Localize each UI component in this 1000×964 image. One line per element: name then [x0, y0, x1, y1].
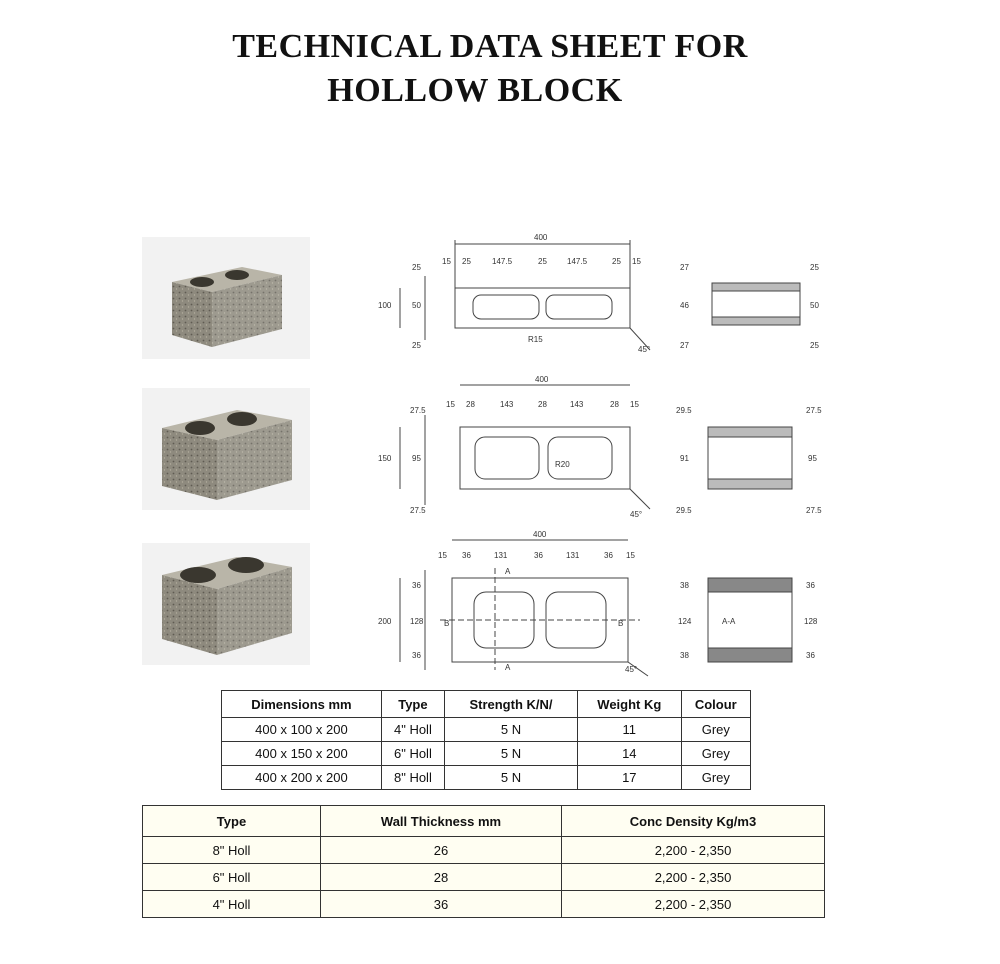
dim-angle: 45°: [630, 510, 643, 519]
dim-top-2: 36: [462, 551, 471, 560]
cell-strength: 5 N: [444, 766, 577, 790]
header-type: Type: [143, 806, 321, 837]
cell-strength: 5 N: [444, 718, 577, 742]
dim-top-4: 25: [538, 257, 547, 266]
page-title-line-2: HOLLOW BLOCK: [327, 72, 623, 109]
dim-top-1: 15: [438, 551, 447, 560]
cell-density: 2,200 - 2,350: [562, 837, 825, 864]
dim-top-7: 15: [626, 551, 635, 560]
cell-colour: Grey: [681, 766, 750, 790]
cut-b-right: B: [618, 619, 624, 628]
section-label: A-A: [722, 617, 736, 626]
dim-top-4: 36: [534, 551, 543, 560]
block-drawing-4-inch: [370, 230, 840, 360]
block-photo-6-inch: [142, 388, 310, 510]
specifications-table: [221, 690, 751, 790]
dim-top-5: 147.5: [567, 257, 588, 266]
dim-left-3: 36: [412, 651, 421, 660]
table-row: [222, 742, 751, 766]
cell-density: 2,200 - 2,350: [562, 891, 825, 918]
dim-top-2: 25: [462, 257, 471, 266]
dim-top-5: 131: [566, 551, 580, 560]
dim-overall: 400: [535, 375, 549, 384]
dim-left-1: 36: [412, 581, 421, 590]
dim-top-6: 28: [610, 400, 619, 409]
dim-height: 200: [378, 617, 392, 626]
dim-sec-right-2: 95: [808, 454, 817, 463]
cell-dimensions: 400 x 200 x 200: [222, 766, 382, 790]
dim-sec-left-3: 29.5: [676, 506, 692, 515]
dim-sec-right-3: 25: [810, 341, 819, 350]
dim-left-1: 25: [412, 263, 421, 272]
table-row: [222, 766, 751, 790]
cell-weight: 11: [578, 718, 682, 742]
cell-density: 2,200 - 2,350: [562, 864, 825, 891]
dim-sec-left-2: 91: [680, 454, 689, 463]
dim-overall: 400: [534, 233, 548, 242]
cell-dimensions: 400 x 100 x 200: [222, 718, 382, 742]
cut-a-bottom: A: [505, 663, 511, 672]
dim-left-2: 50: [412, 301, 421, 310]
table-header-row: [222, 691, 751, 718]
dim-top-3: 147.5: [492, 257, 513, 266]
block-photo-4-inch: [142, 237, 310, 359]
header-type: Type: [381, 691, 444, 718]
dim-sec-left-3: 38: [680, 651, 689, 660]
dim-angle: 45°: [638, 345, 651, 354]
cut-a-top: A: [505, 567, 511, 576]
block-drawing-8-inch: [370, 530, 840, 680]
dim-top-7: 15: [632, 257, 641, 266]
dim-left-2: 128: [410, 617, 424, 626]
cell-strength: 5 N: [444, 742, 577, 766]
cell-wall-thickness: 36: [321, 891, 562, 918]
dim-top-5: 143: [570, 400, 584, 409]
dim-angle: 45°: [625, 665, 638, 674]
dim-height: 150: [378, 454, 392, 463]
cell-type: 6" Holl: [143, 864, 321, 891]
table-row: [143, 891, 825, 918]
header-wall-thickness: Wall Thickness mm: [321, 806, 562, 837]
dim-sec-right-2: 50: [810, 301, 819, 310]
header-dimensions: Dimensions mm: [222, 691, 382, 718]
dim-top-7: 15: [630, 400, 639, 409]
dim-height: 100: [378, 301, 392, 310]
cell-dimensions: 400 x 150 x 200: [222, 742, 382, 766]
cell-colour: Grey: [681, 742, 750, 766]
dim-sec-left-2: 124: [678, 617, 692, 626]
cell-type: 8" Holl: [381, 766, 444, 790]
dim-top-3: 143: [500, 400, 514, 409]
cell-type: 4" Holl: [143, 891, 321, 918]
cell-type: 4" Holl: [381, 718, 444, 742]
header-density: Conc Density Kg/m3: [562, 806, 825, 837]
dim-left-2: 95: [412, 454, 421, 463]
dim-sec-right-2: 128: [804, 617, 818, 626]
dim-sec-right-3: 36: [806, 651, 815, 660]
table-row: [143, 864, 825, 891]
block-drawing-6-inch: [370, 375, 840, 525]
dim-radius: R20: [555, 460, 570, 469]
dim-sec-right-3: 27.5: [806, 506, 822, 515]
dim-top-4: 28: [538, 400, 547, 409]
dim-top-1: 15: [446, 400, 455, 409]
cell-wall-thickness: 26: [321, 837, 562, 864]
cell-type: 6" Holl: [381, 742, 444, 766]
cell-type: 8" Holl: [143, 837, 321, 864]
dim-top-6: 36: [604, 551, 613, 560]
cell-wall-thickness: 28: [321, 864, 562, 891]
page-title-line-1: TECHNICAL DATA SHEET FOR: [232, 28, 748, 65]
dim-sec-left-2: 46: [680, 301, 689, 310]
dim-top-2: 28: [466, 400, 475, 409]
dim-left-3: 25: [412, 341, 421, 350]
cell-weight: 17: [578, 766, 682, 790]
dim-sec-left-3: 27: [680, 341, 689, 350]
dim-sec-right-1: 27.5: [806, 406, 822, 415]
dim-top-3: 131: [494, 551, 508, 560]
table-row: [222, 718, 751, 742]
cell-weight: 14: [578, 742, 682, 766]
dim-left-3: 27.5: [410, 506, 426, 515]
dim-top-6: 25: [612, 257, 621, 266]
dim-sec-left-1: 38: [680, 581, 689, 590]
dim-left-1: 27.5: [410, 406, 426, 415]
dim-sec-left-1: 29.5: [676, 406, 692, 415]
header-colour: Colour: [681, 691, 750, 718]
cell-colour: Grey: [681, 718, 750, 742]
dim-sec-right-1: 36: [806, 581, 815, 590]
header-strength: Strength K/N/: [444, 691, 577, 718]
density-table: [142, 805, 825, 918]
table-header-row: [143, 806, 825, 837]
block-photo-8-inch: [142, 543, 310, 665]
header-weight: Weight Kg: [578, 691, 682, 718]
dim-overall: 400: [533, 530, 547, 539]
table-row: [143, 837, 825, 864]
cut-b-left: B: [444, 619, 450, 628]
dim-sec-left-1: 27: [680, 263, 689, 272]
dim-sec-right-1: 25: [810, 263, 819, 272]
dim-radius: R15: [528, 335, 543, 344]
dim-top-1: 15: [442, 257, 451, 266]
